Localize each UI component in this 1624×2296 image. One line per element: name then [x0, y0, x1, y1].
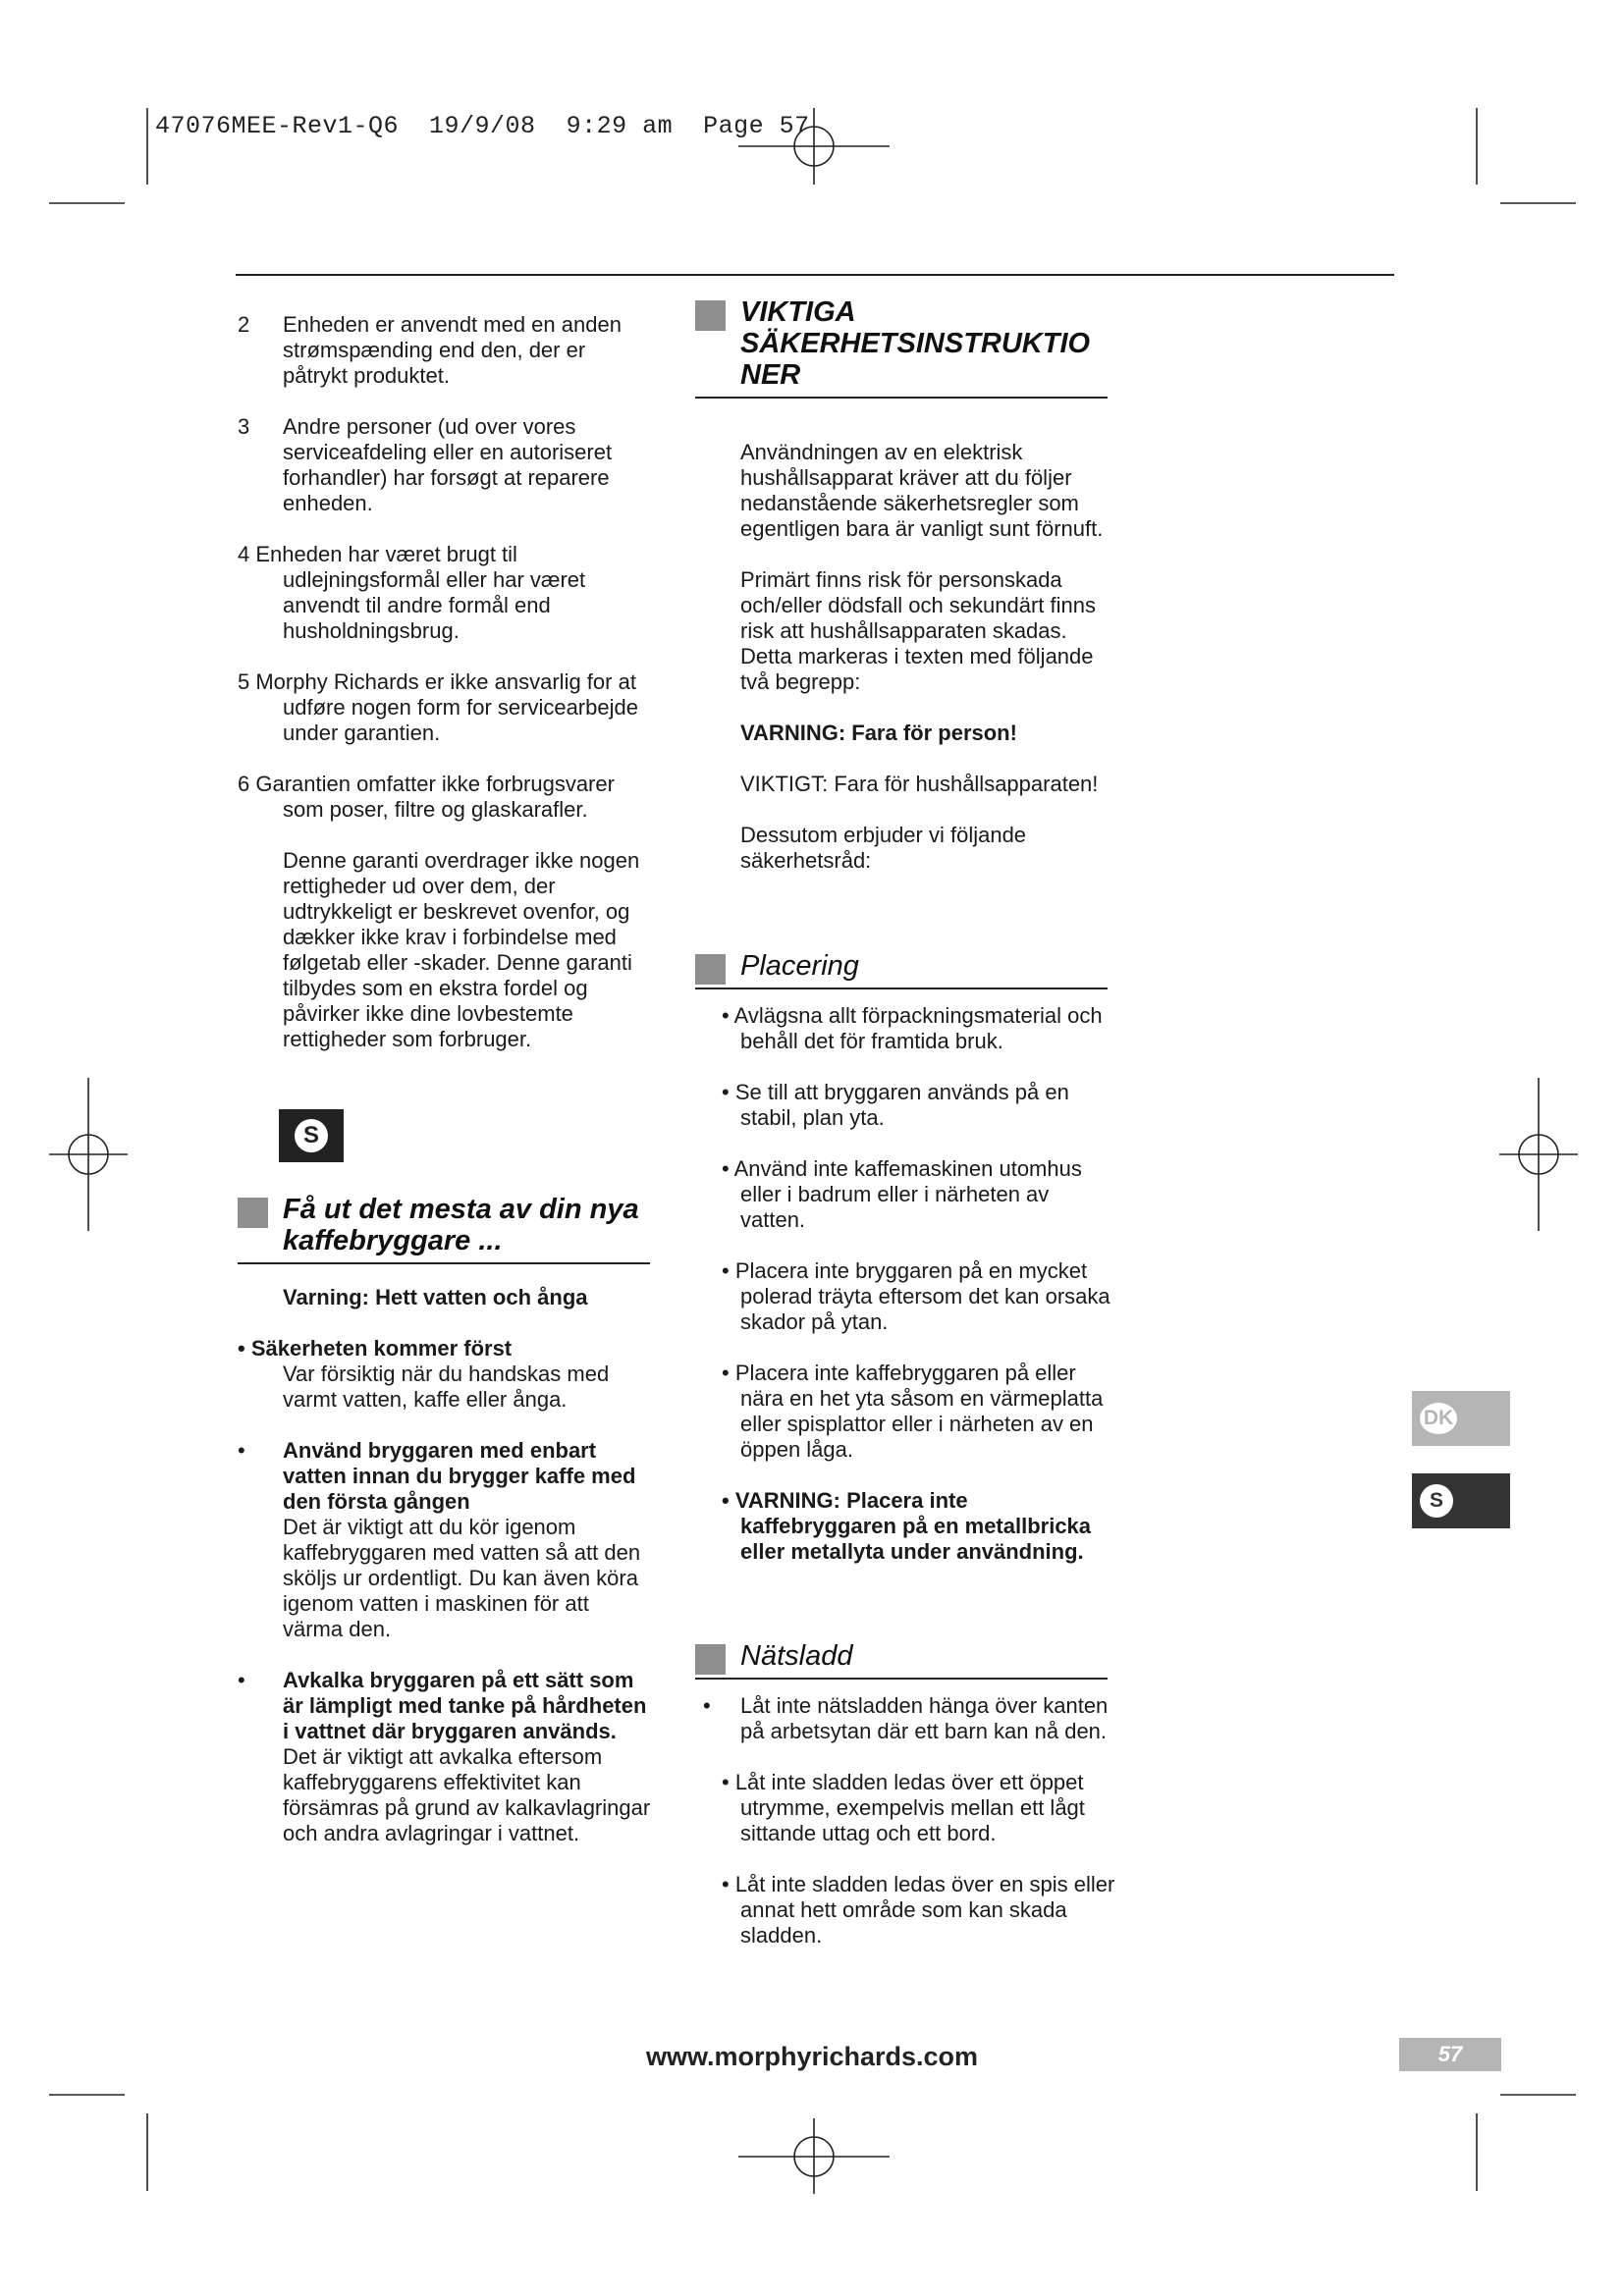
list-item: • Använd inte kaffemaskinen utomhus eller i badrum eller i närheten av vatten.	[722, 1156, 1082, 1232]
list-item: • Låt inte sladden ledas över en spis eller annat hett område som kan skada sladden.	[722, 1872, 1115, 1948]
language-marker	[279, 1109, 344, 1162]
heading-underline	[695, 988, 1108, 989]
heading-underline	[695, 1678, 1108, 1680]
placering-list	[695, 1003, 1117, 1565]
item-text: Andre personer (ud over vores serviceafdeling eller en autoriseret forhandler) har forsøgt at reparere enheden.	[283, 414, 613, 515]
list-item: • Avkalka bryggaren på ett sätt som är lämpligt med tanke på hårdheten i vattnet där bryggaren används. Det är viktigt att avkalka eftersom kaffebryggarens effektivitet kan försämras på grund av kalkavlagringar och andra avlagringar i vattnet.	[238, 1668, 655, 1846]
intro-paragraph: Dessutom erbjuder vi följande säkerhetsråd:	[740, 823, 1027, 873]
section-heading-placering: Placering	[695, 950, 1108, 982]
page-number: 57	[1399, 2038, 1501, 2071]
item-number: 2	[238, 312, 250, 337]
list-item: • Placera inte kaffebryggaren på eller nära en het yta såsom en värmeplatta eller spisplattor eller i närheten av en öppen låga.	[722, 1361, 1104, 1462]
warning-apparatus: VIKTIGT: Fara för hushållsapparaten!	[740, 772, 1099, 796]
section-heading-safety: VIKTIGA SÄKERHETSINSTRUKTIO NER	[695, 296, 1108, 391]
heading-underline	[695, 397, 1108, 399]
heading-underline	[238, 1262, 650, 1264]
language-tab-dk	[1412, 1391, 1510, 1446]
heading-square-icon	[695, 954, 726, 985]
top-rule	[236, 274, 1394, 276]
left-column-lower	[238, 1285, 655, 1846]
intro-paragraph: Primärt finns risk för personskada och/eller dödsfall och sekundärt finns risk att hushållsapparaten skadas. Detta markeras i texten med följande två begrepp:	[740, 567, 1096, 694]
section-heading-coffee: Få ut det mesta av din nya kaffebryggare ...	[238, 1194, 650, 1256]
print-slug: 47076MEE-Rev1-Q6 19/9/08 9:29 am Page 57	[155, 112, 810, 140]
heading-square-icon	[695, 300, 726, 331]
list-item: • Låt inte nätsladden hänga över kanten på arbetsytan där ett barn kan nå den.	[703, 1693, 1109, 1743]
bullet-text: Var försiktig när du handskas med varmt vatten, kaffe eller ånga.	[283, 1362, 610, 1412]
footer-website: www.morphyrichards.com	[645, 2042, 979, 2071]
list-item: • Se till att bryggaren används på en stabil, plan yta.	[722, 1080, 1069, 1130]
bullet-text: Det är viktigt att avkalka eftersom kaffebryggarens effektivitet kan försämras på grund av kalkavlagringar och andra avlagringar i vattnet.	[283, 1744, 651, 1845]
heading-square-icon	[695, 1644, 726, 1675]
item-number: 3	[238, 414, 250, 439]
heading-square-icon	[238, 1198, 268, 1228]
bullet-title: Avkalka bryggaren på ett sätt som är lämpligt med tanke på hårdheten i vattnet där bryggaren används.	[283, 1668, 647, 1743]
warning-line: Varning: Hett vatten och ånga	[283, 1285, 588, 1309]
warning-person: VARNING: Fara för person!	[740, 721, 1017, 745]
intro-paragraph: Användningen av en elektrisk hushållsapparat kräver att du följer nedanstående säkerhetsregler som egentligen bara är vanligt sunt förnuft.	[740, 440, 1104, 541]
list-item: • Använd bryggaren med enbart vatten innan du brygger kaffe med den första gången Det är viktigt att du kör igenom kaffebryggaren med vatten så att den sköljs ur ordentligt. Du kan även köra igenom vatten i maskinen för att värma den.	[238, 1438, 655, 1642]
section-heading-natsladd: Nätsladd	[695, 1640, 1108, 1672]
language-badge: S	[295, 1119, 328, 1152]
right-column-intro	[695, 440, 1117, 874]
list-item	[238, 312, 655, 389]
list-item: • Placera inte bryggaren på en mycket polerad träyta eftersom det kan orsaka skador på ytan.	[722, 1258, 1110, 1334]
item-text: Enheden er anvendt med en anden strømspænding end den, der er påtrykt produktet.	[283, 312, 622, 388]
list-item: • Låt inte sladden ledas över ett öppet utrymme, exempelvis mellan ett lågt sittande uttag och ett bord.	[722, 1770, 1085, 1845]
left-column	[238, 312, 655, 1052]
list-item: • Avlägsna allt förpackningsmaterial och behåll det för framtida bruk.	[722, 1003, 1103, 1053]
bullet-title: Använd bryggaren med enbart vatten innan du brygger kaffe med den första gången	[283, 1438, 636, 1514]
list-item: 6 Garantien omfatter ikke forbrugsvarer som poser, filtre og glaskarafler.	[238, 772, 615, 822]
language-tab-s	[1412, 1473, 1510, 1528]
bullet-title: • Säkerheten kommer först	[238, 1336, 513, 1361]
list-item: 4 Enheden har været brugt til udlejningsformål eller har været anvendt til andre formål end husholdningsbrug.	[238, 542, 586, 643]
bullet-text: Det är viktigt att du kör igenom kaffebryggaren med vatten så att den sköljs ur ordentligt. Du kan även köra igenom vatten i maskinen för att värma den.	[283, 1515, 641, 1641]
language-tab-label: DK	[1420, 1403, 1457, 1434]
list-item	[238, 414, 655, 516]
list-item-warning: • VARNING: Placera inte kaffebryggaren på en metallbricka eller metallyta under användning.	[722, 1488, 1092, 1564]
list-item: 5 Morphy Richards er ikke ansvarlig for at udføre nogen form for servicearbejde under garantien.	[238, 669, 638, 745]
guarantee-paragraph: Denne garanti overdrager ikke nogen rettigheder ud over dem, der udtrykkeligt er beskrevet ovenfor, og dækker ikke krav i forbindelse med følgetab eller -skader. Denne garanti tilbydes som en ekstra fordel og påvirker ikke dine lovbestemte rettigheder som forbruger.	[283, 848, 640, 1051]
natsladd-list	[695, 1693, 1117, 1949]
language-tab-label: S	[1420, 1484, 1453, 1518]
